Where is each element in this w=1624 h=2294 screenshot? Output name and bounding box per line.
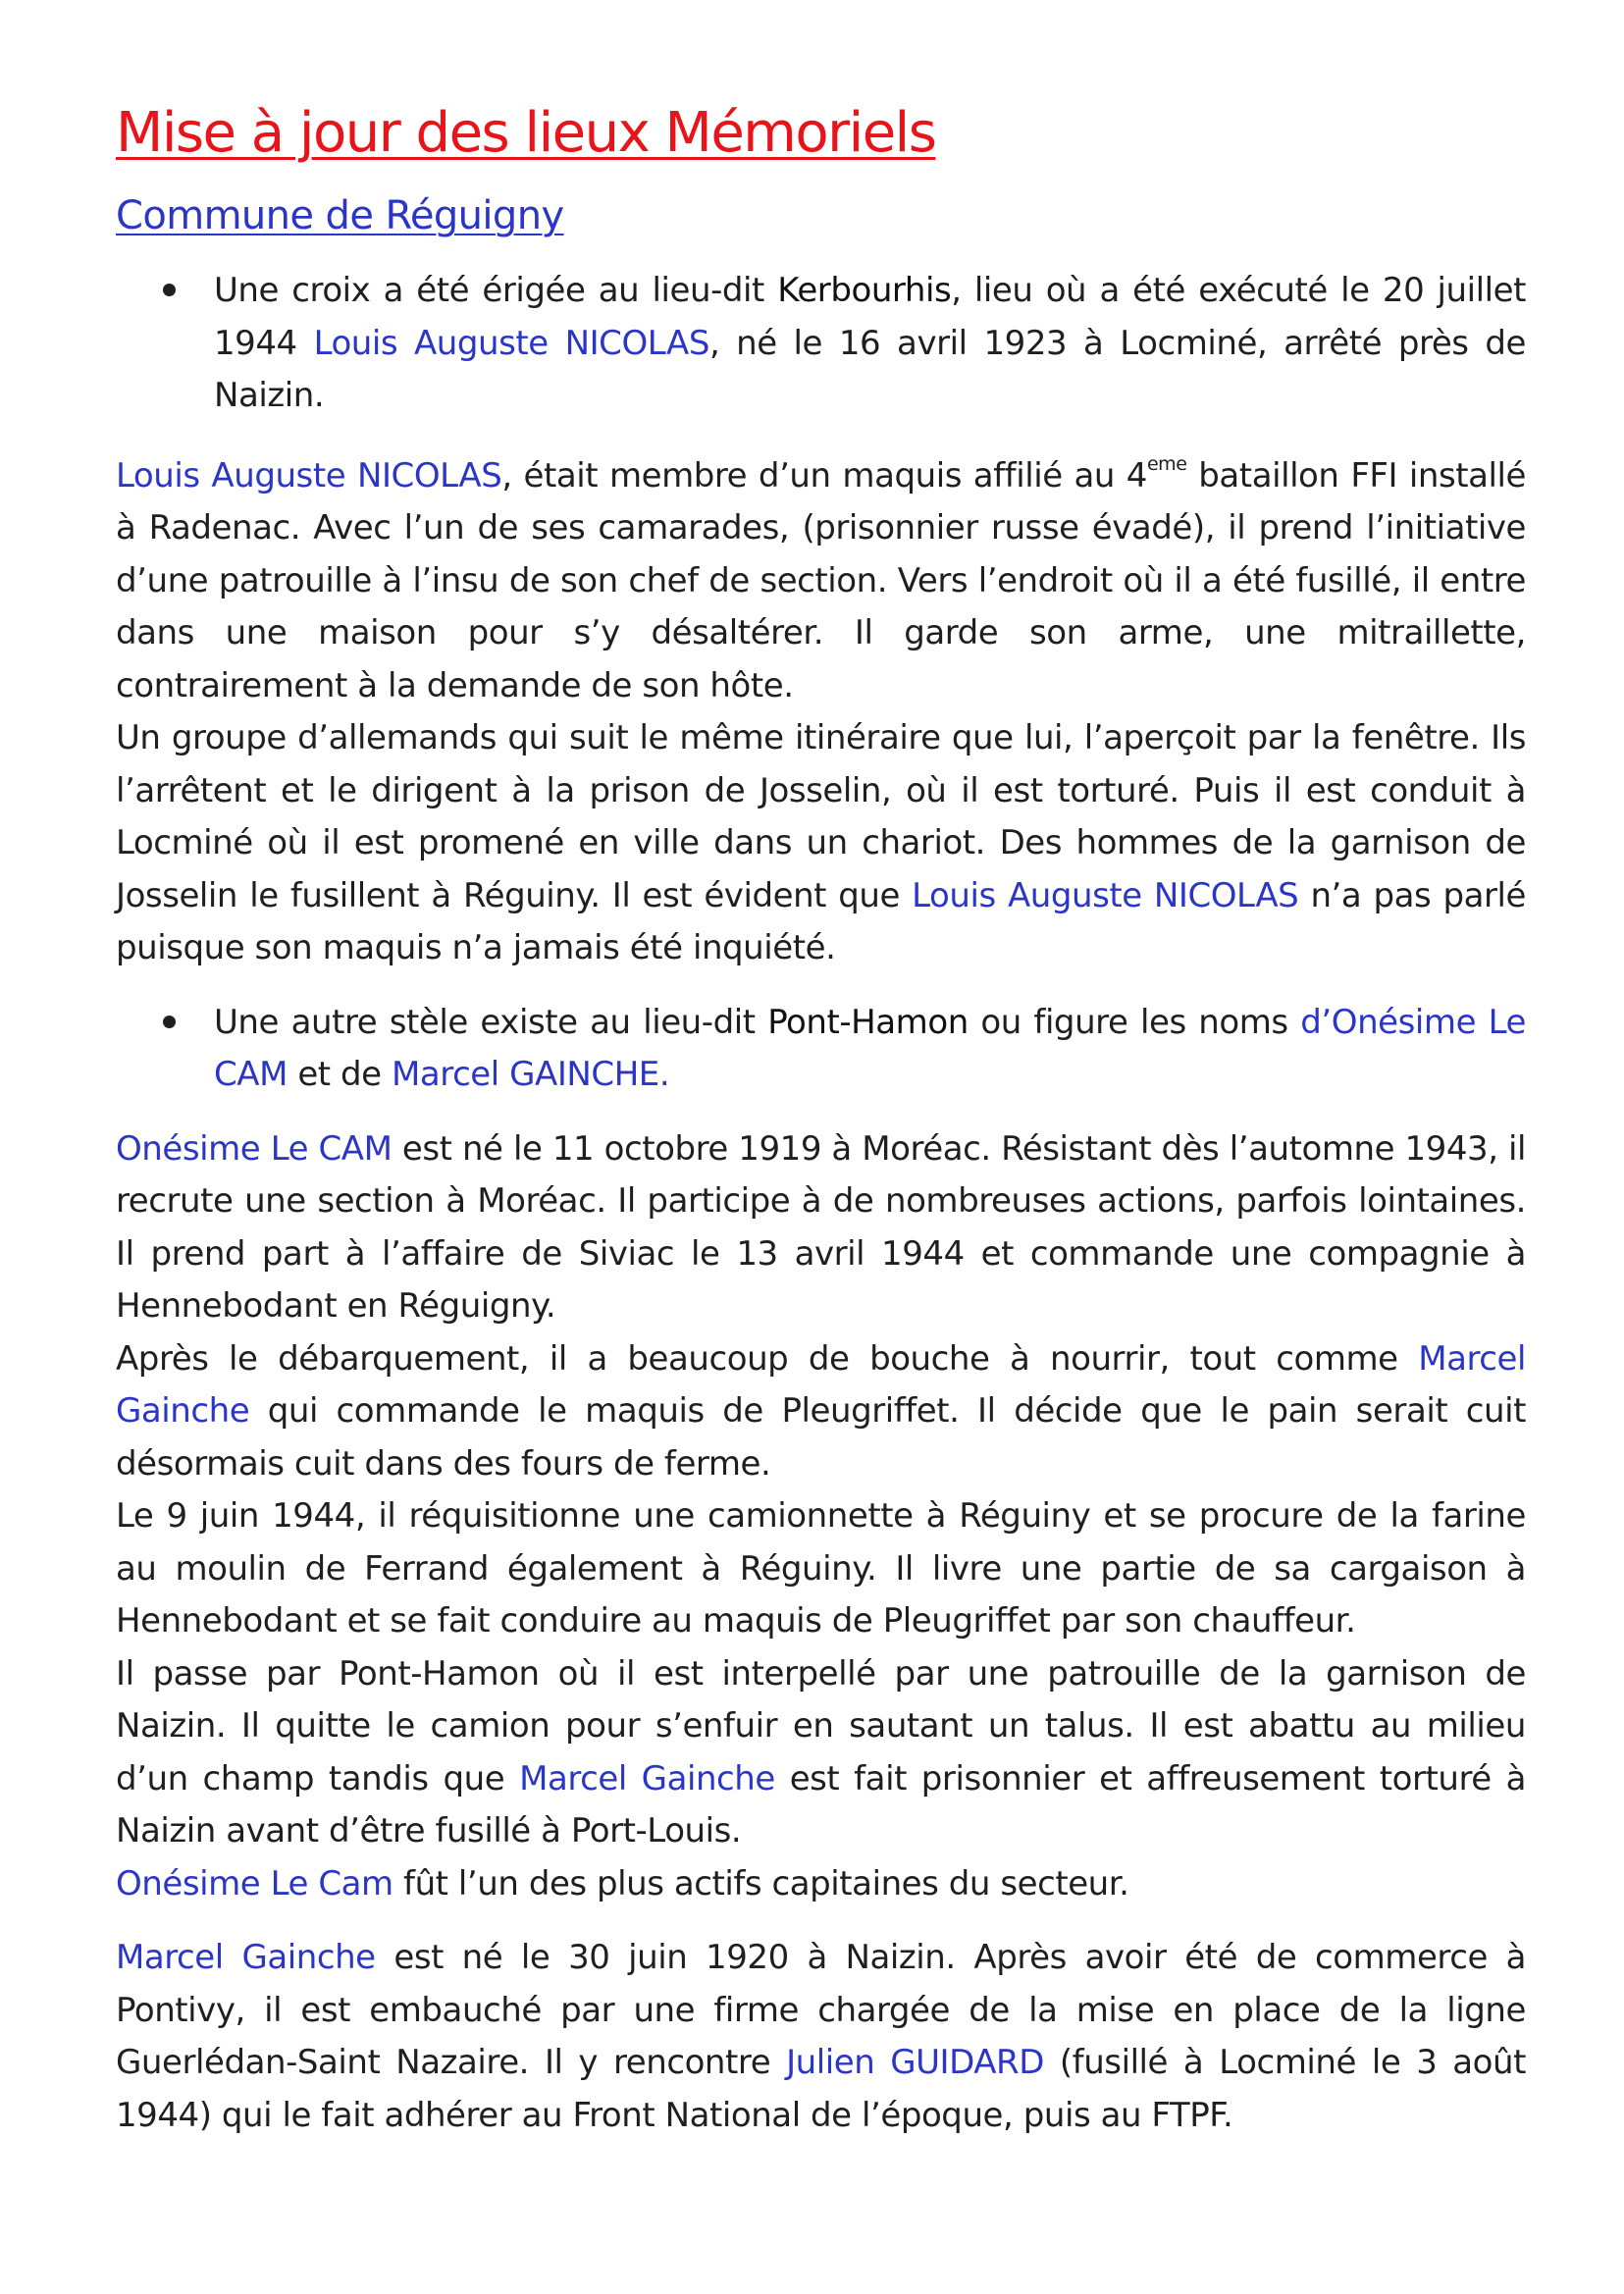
text: Une croix a été érigée au lieu-dit [214, 271, 778, 310]
bullet-icon [163, 284, 176, 296]
text: est né le 30 juin 1920 à Naizin. Après avoir été de commerce à Pontivy, il est embauché par une firme chargée de la mise en place de la ligne Guerlédan-Saint Nazaire. Il y rencontre [116, 1938, 1526, 2082]
person-name: Marcel GAINCHE. [392, 1055, 670, 1094]
bullet-icon [163, 1016, 176, 1028]
person-name: Marcel Gainche [519, 1758, 775, 1799]
text: , était membre d’un maquis affilié au 4 [501, 455, 1147, 495]
paragraph-le-cam-4 [116, 1648, 1526, 1858]
text: , lieu où a été exécuté le 20 juillet 1944 [214, 271, 1526, 363]
place-name: Pont-Hamon [767, 1002, 969, 1042]
person-name: Louis Auguste NICOLAS [912, 875, 1299, 915]
superscript: eme [1146, 453, 1187, 476]
text: n’a pas parlé puisque son maquis n’a jamais été inquiété. [116, 875, 1526, 967]
paragraph-le-cam-1 [116, 1123, 1526, 1333]
bullet-item-pont-hamon [116, 997, 1526, 1102]
person-name: Marcel Gainche [116, 1338, 1526, 1431]
text: Le 9 juin 1944, il réquisitionne une camionnette à Réguiny et se procure de la farine au moulin de Ferrand également à Réguiny. Il livre une partie de sa cargaison à Hennebodant et se fait conduire au maquis de Pleugriffet par son chauffeur. [116, 1496, 1526, 1641]
text: qui commande le maquis de Pleugriffet. Il décide que le pain serait cuit désormais cuit dans des fours de ferme. [116, 1391, 1526, 1484]
text: est fait prisonnier et affreusement torturé à Naizin avant d’être fusillé à Port-Louis. [116, 1758, 1526, 1851]
text: et de [287, 1055, 393, 1094]
text: (fusillé à Locminé le 3 août 1944) qui le fait adhérer au Front National de l’époque, puis au FTPF. [116, 2043, 1526, 2135]
person-name: Onésime Le CAM [116, 1128, 393, 1169]
bullet-item-kerbourhis [116, 265, 1526, 423]
paragraph-le-cam-5 [116, 1858, 1526, 1911]
place-name: Kerbourhis [777, 271, 952, 310]
text: , né le 16 avril 1923 à Locminé, arrêté près de Naizin. [214, 323, 1526, 415]
person-name: Louis Auguste NICOLAS [313, 323, 709, 363]
section-heading: Commune de Réguigny [116, 193, 564, 238]
person-name: d’Onésime Le CAM [214, 1002, 1526, 1094]
paragraph-nicolas-1 [116, 450, 1526, 713]
bullet-list-1 [116, 265, 1526, 423]
person-name: Louis Auguste NICOLAS [116, 455, 502, 495]
text: Un groupe d’allemands qui suit le même itinéraire que lui, l’aperçoit par la fenêtre. Ils l’arrêtent et le dirigent à la prison de Josselin, où il est torturé. Puis il est conduit à Locminé où il est promené en ville dans un chariot. Des hommes de la garnison de Josselin le fusillent à Réguiny. Il est évident que [116, 718, 1526, 915]
text: Après le débarquement, il a beaucoup de bouche à nourrir, tout comme [116, 1338, 1419, 1379]
paragraph-nicolas-2 [116, 712, 1526, 975]
document-title: Mise à jour des lieux Mémoriels [116, 101, 936, 165]
bullet-list-2 [116, 997, 1526, 1102]
text: est né le 11 octobre 1919 à Moréac. Résistant dès l’automne 1943, il recrute une section à Moréac. Il participe à de nombreuses actions, parfois lointaines. Il prend part à l’affaire de Siviac le 13 avril 1944 et commande une compagnie à Hennebodant en Réguigny. [116, 1128, 1526, 1326]
person-name: Onésime Le Cam [116, 1863, 393, 1903]
paragraph-le-cam-3 [116, 1490, 1526, 1648]
paragraph-gainche-1 [116, 1932, 1526, 2142]
person-name: Marcel Gainche [116, 1938, 376, 1977]
text: Il passe par Pont-Hamon où il est interpellé par une patrouille de la garnison de Naizin. Il quitte le camion pour s’enfuir en sautant un talus. Il est abattu au milieu d’un champ tandis que [116, 1653, 1526, 1799]
text: fût l’un des plus actifs capitaines du secteur. [393, 1863, 1129, 1903]
person-name: Julien GUIDARD [786, 2043, 1044, 2082]
text: ou figure les noms [968, 1002, 1301, 1042]
text: Une autre stèle existe au lieu-dit [214, 1002, 768, 1042]
text: bataillon FFI installé à Radenac. Avec l’un de ses camarades, (prisonnier russe évadé), il prend l’initiative d’une patrouille à l’insu de son chef de section. Vers l’endroit où il a été fusillé, il entre dans une maison pour s’y désaltérer. Il garde son arme, une mitraillette, contrairement à la demande de son hôte. [116, 455, 1526, 705]
paragraph-le-cam-2 [116, 1333, 1526, 1491]
